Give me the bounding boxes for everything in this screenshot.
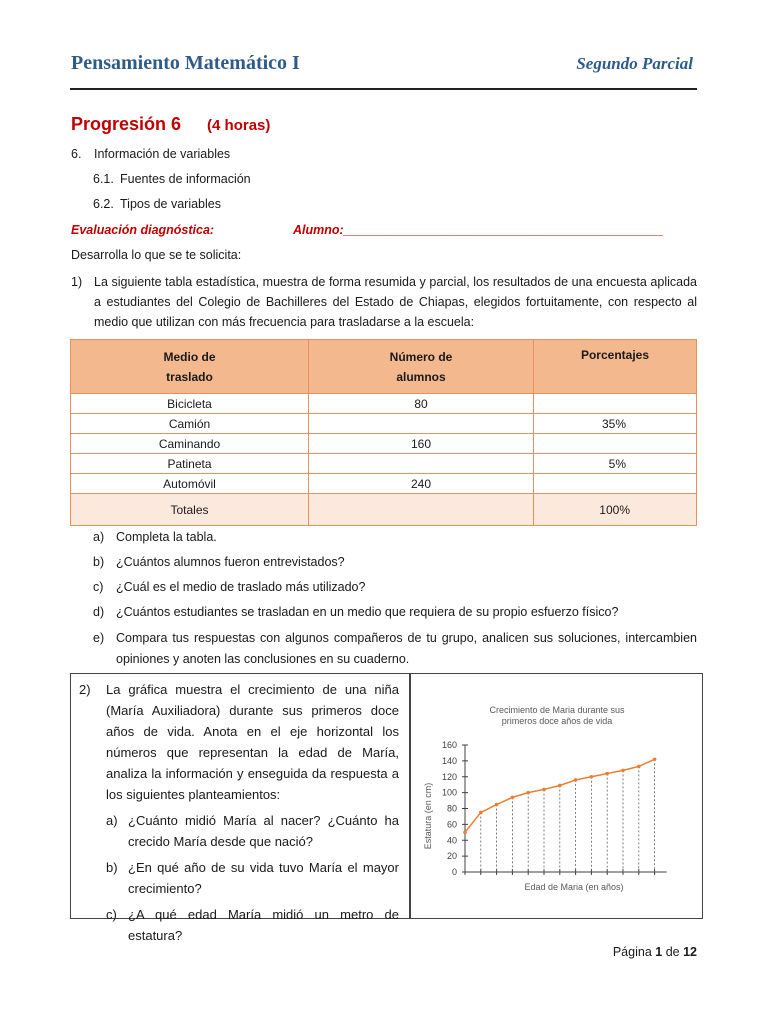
outline-text: Tipos de variables (120, 197, 221, 211)
svg-text:20: 20 (446, 851, 457, 862)
subquestion-label: c) (93, 580, 104, 594)
question-2-box (70, 673, 703, 943)
cell-medio: Camión (71, 414, 309, 434)
question-text: La siguiente tabla estadística, muestra de forma resumida y parcial, los resultados de una encuesta aplicada a estudiantes del Colegio de Bachilleres del Estado de Chiapas, elegidos fortuitamente, con respecto al medio que utilizan con más frecuencia para trasladarse a la escuela: (94, 275, 697, 329)
outline-number: 6. (71, 147, 82, 161)
table-header-row (71, 340, 697, 394)
total-pages: 12 (683, 945, 697, 959)
subquestion-text: ¿Cuántos estudiantes se trasladan en un medio que requiera de su propio esfuerzo físico? (116, 605, 619, 619)
x-axis-label: Edad de Maria (en años) (524, 882, 624, 892)
cell-medio: Caminando (71, 434, 309, 454)
progression-heading (71, 114, 270, 135)
evaluation-label: Evaluación diagnóstica: (71, 223, 215, 237)
chart-title-line-1: Crecimiento de Maria durante sus (489, 705, 625, 715)
y-axis-label: Estatura (en cm) (423, 782, 433, 850)
svg-text:0: 0 (451, 867, 457, 877)
cell-medio: Patineta (71, 454, 309, 474)
question-number: 2) (79, 682, 91, 697)
table-row (71, 454, 697, 474)
page-word: Página (612, 945, 652, 959)
cell-totales-label: Totales (71, 494, 309, 526)
table-row (71, 394, 697, 414)
progression-hours: (4 horas) (207, 117, 271, 134)
subquestion-text: Completa la tabla. (116, 530, 217, 544)
table-totals-row (71, 494, 697, 526)
question-1 (71, 272, 697, 332)
subquestion-label: b) (93, 555, 105, 569)
column-header-porcentajes: Porcentajes (534, 340, 697, 394)
cell-porcentaje[interactable]: 5% (534, 454, 697, 474)
question-text: La gráfica muestra el crecimiento de una niña (María Auxiliadora) durante sus primeros doce años de vida. Anota en el eje horizontal los números que representan la edad de María, analiza la información y enseguida da respuesta a los siguientes planteamientos: (106, 682, 399, 802)
chart-title-line-2: primeros doce años de vida (501, 716, 613, 726)
subquestion (93, 528, 697, 547)
subquestion (93, 553, 697, 572)
of-word: de (665, 945, 680, 959)
subquestion-label: e) (93, 631, 105, 645)
instruction: Desarrolla lo que se te solicita: (71, 248, 242, 262)
partial-label: Segundo Parcial (576, 54, 693, 73)
svg-text:60: 60 (446, 819, 457, 830)
cell-total-alumnos[interactable] (309, 494, 534, 526)
y-axis (442, 740, 667, 877)
subquestion-text: ¿Cuál es el medio de traslado más utilizado? (116, 580, 366, 594)
student-label: Alumno: (293, 223, 344, 237)
table-row (71, 414, 697, 434)
outline-item (93, 197, 221, 211)
subquestion-text: ¿En qué año de su vida tuvo María el mayor crecimiento? (128, 860, 399, 896)
question-2 (79, 679, 399, 946)
student-blank-line[interactable]: ______________________________________________ (343, 223, 664, 237)
subquestion-text: ¿Cuánto midió María al nacer? ¿Cuánto ha crecido María desde que nació? (128, 813, 399, 849)
subquestion (106, 904, 399, 946)
drop-lines (465, 759, 655, 875)
student-field[interactable] (293, 223, 663, 237)
outline-item (71, 147, 231, 161)
subquestion-label: c) (106, 907, 117, 922)
cell-medio: Automóvil (71, 474, 309, 494)
cell-porcentaje[interactable]: 35% (534, 414, 697, 434)
outline-text: Información de variables (94, 147, 231, 161)
svg-text:40: 40 (446, 835, 457, 846)
outline-number: 6.1. (93, 172, 114, 186)
subquestion-label: d) (93, 605, 105, 619)
document-title: Pensamiento Matemático I (71, 52, 300, 74)
growth-chart (411, 674, 703, 918)
table-row (71, 474, 697, 494)
subquestion (93, 628, 697, 670)
table-row (71, 434, 697, 454)
page-number (613, 945, 697, 959)
cell-alumnos[interactable]: 80 (309, 394, 534, 414)
subquestion-label: a) (106, 813, 118, 828)
subquestion-text: Compara tus respuestas con algunos compañeros de tu grupo, analicen sus soluciones, intercambien opiniones y anoten las conclusiones en su cuaderno. (116, 631, 697, 666)
outline-number: 6.2. (93, 197, 114, 211)
subquestion (106, 810, 399, 852)
svg-text:120: 120 (441, 771, 457, 782)
outline-text: Fuentes de información (120, 172, 251, 186)
cell-medio: Bicicleta (71, 394, 309, 414)
subquestion-label: b) (106, 860, 118, 875)
cell-porcentaje[interactable] (534, 394, 697, 414)
cell-total-porcentaje: 100% (534, 494, 697, 526)
question-number: 1) (71, 275, 83, 289)
subquestion (93, 603, 697, 622)
header-divider (70, 88, 697, 90)
svg-text:160: 160 (441, 740, 457, 750)
survey-table (70, 339, 697, 526)
svg-text:80: 80 (446, 803, 457, 814)
cell-porcentaje[interactable] (534, 434, 697, 454)
subquestion-text: ¿A qué edad María midió un metro de estatura? (128, 907, 399, 943)
progression-title: Progresión 6 (71, 114, 182, 134)
column-header-medio: Medio de traslado (71, 340, 309, 394)
cell-alumnos[interactable]: 240 (309, 474, 534, 494)
line-chart (411, 674, 703, 918)
column-header-alumnos: Número de alumnos (309, 340, 534, 394)
outline-item (93, 172, 251, 186)
svg-text:100: 100 (441, 787, 457, 798)
svg-text:140: 140 (441, 755, 457, 766)
subquestion-label: a) (93, 530, 105, 544)
current-page: 1 (655, 945, 663, 959)
cell-alumnos[interactable]: 160 (309, 434, 534, 454)
subquestion (93, 578, 697, 597)
subquestion (106, 857, 399, 899)
cell-porcentaje[interactable] (534, 474, 697, 494)
cell-alumnos[interactable] (309, 454, 534, 474)
subquestion-text: ¿Cuántos alumnos fueron entrevistados? (116, 555, 345, 569)
cell-alumnos[interactable] (309, 414, 534, 434)
